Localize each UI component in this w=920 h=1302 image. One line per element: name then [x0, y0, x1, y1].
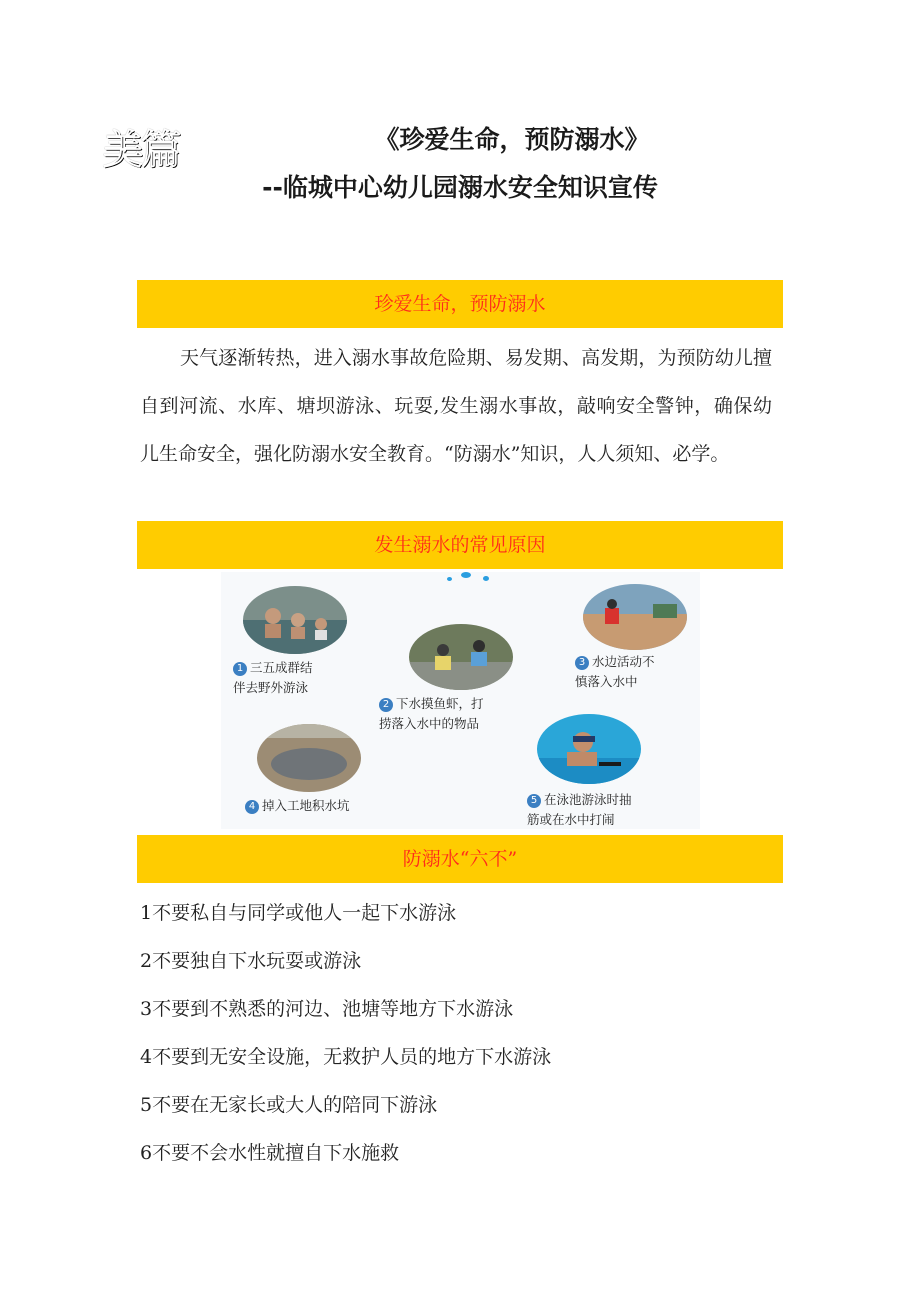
- children-swimming-photo: [243, 586, 347, 654]
- water-drop-icon: [483, 576, 489, 581]
- construction-water-pit-photo: [257, 724, 361, 792]
- cause-caption-5: 5 在泳池游泳时抽 筋或在水中打闹: [527, 792, 632, 827]
- page-subtitle: --临城中心幼儿园溺水安全知识宣传: [262, 173, 658, 202]
- water-drop-icon: [461, 572, 471, 578]
- cause-number-badge: 1: [233, 662, 247, 676]
- cause-number-badge: 2: [379, 698, 393, 712]
- cause-number-badge: 3: [575, 656, 589, 670]
- children-catching-fish-photo: [409, 624, 513, 690]
- section-heading-cherish-life: 珍爱生命，预防溺水: [137, 280, 783, 328]
- section-heading-causes: 发生溺水的常见原因: [137, 521, 783, 569]
- pool-swimmer-photo: [537, 714, 641, 784]
- rule-item: 1不要私自与同学或他人一起下水游泳: [140, 902, 457, 924]
- cause-caption-3: 3 水边活动不 慎落入水中: [575, 654, 655, 689]
- intro-paragraph: 天气逐渐转热，进入溺水事故危险期、易发期、高发期，为预防幼儿擅自到河流、水库、塘坝游泳、玩耍,发生溺水事故，敲响安全警钟，确保幼儿生命安全，强化防溺水安全教育。“防溺水”知识，人人须知、必学。: [140, 347, 772, 465]
- cause-number-badge: 4: [245, 800, 259, 814]
- cause-caption-1: 1 三五成群结 伴去野外游泳: [233, 660, 313, 695]
- section-heading-six-donts: 防溺水“六不”: [137, 835, 783, 883]
- cause-caption-4: 4 掉入工地积水坑: [245, 796, 350, 816]
- rule-item: 2不要独自下水玩耍或游泳: [140, 950, 362, 972]
- rule-item: 5不要在无家长或大人的陪同下游泳: [140, 1094, 438, 1116]
- meipian-logo: 美篇: [103, 127, 179, 173]
- rule-item: 3不要到不熟悉的河边、池塘等地方下水游泳: [140, 998, 514, 1020]
- drowning-causes-infographic: [221, 572, 700, 829]
- child-by-waterside-photo: [583, 584, 687, 650]
- page-title: 《珍爱生命，预防溺水》: [374, 125, 650, 154]
- cause-number-badge: 5: [527, 794, 541, 808]
- cause-caption-2: 2 下水摸鱼虾，打 捞落入水中的物品: [379, 696, 484, 731]
- rule-item: 4不要到无安全设施，无救护人员的地方下水游泳: [140, 1046, 552, 1068]
- water-drop-icon: [447, 577, 452, 581]
- rule-item: 6不要不会水性就擅自下水施救: [140, 1142, 400, 1164]
